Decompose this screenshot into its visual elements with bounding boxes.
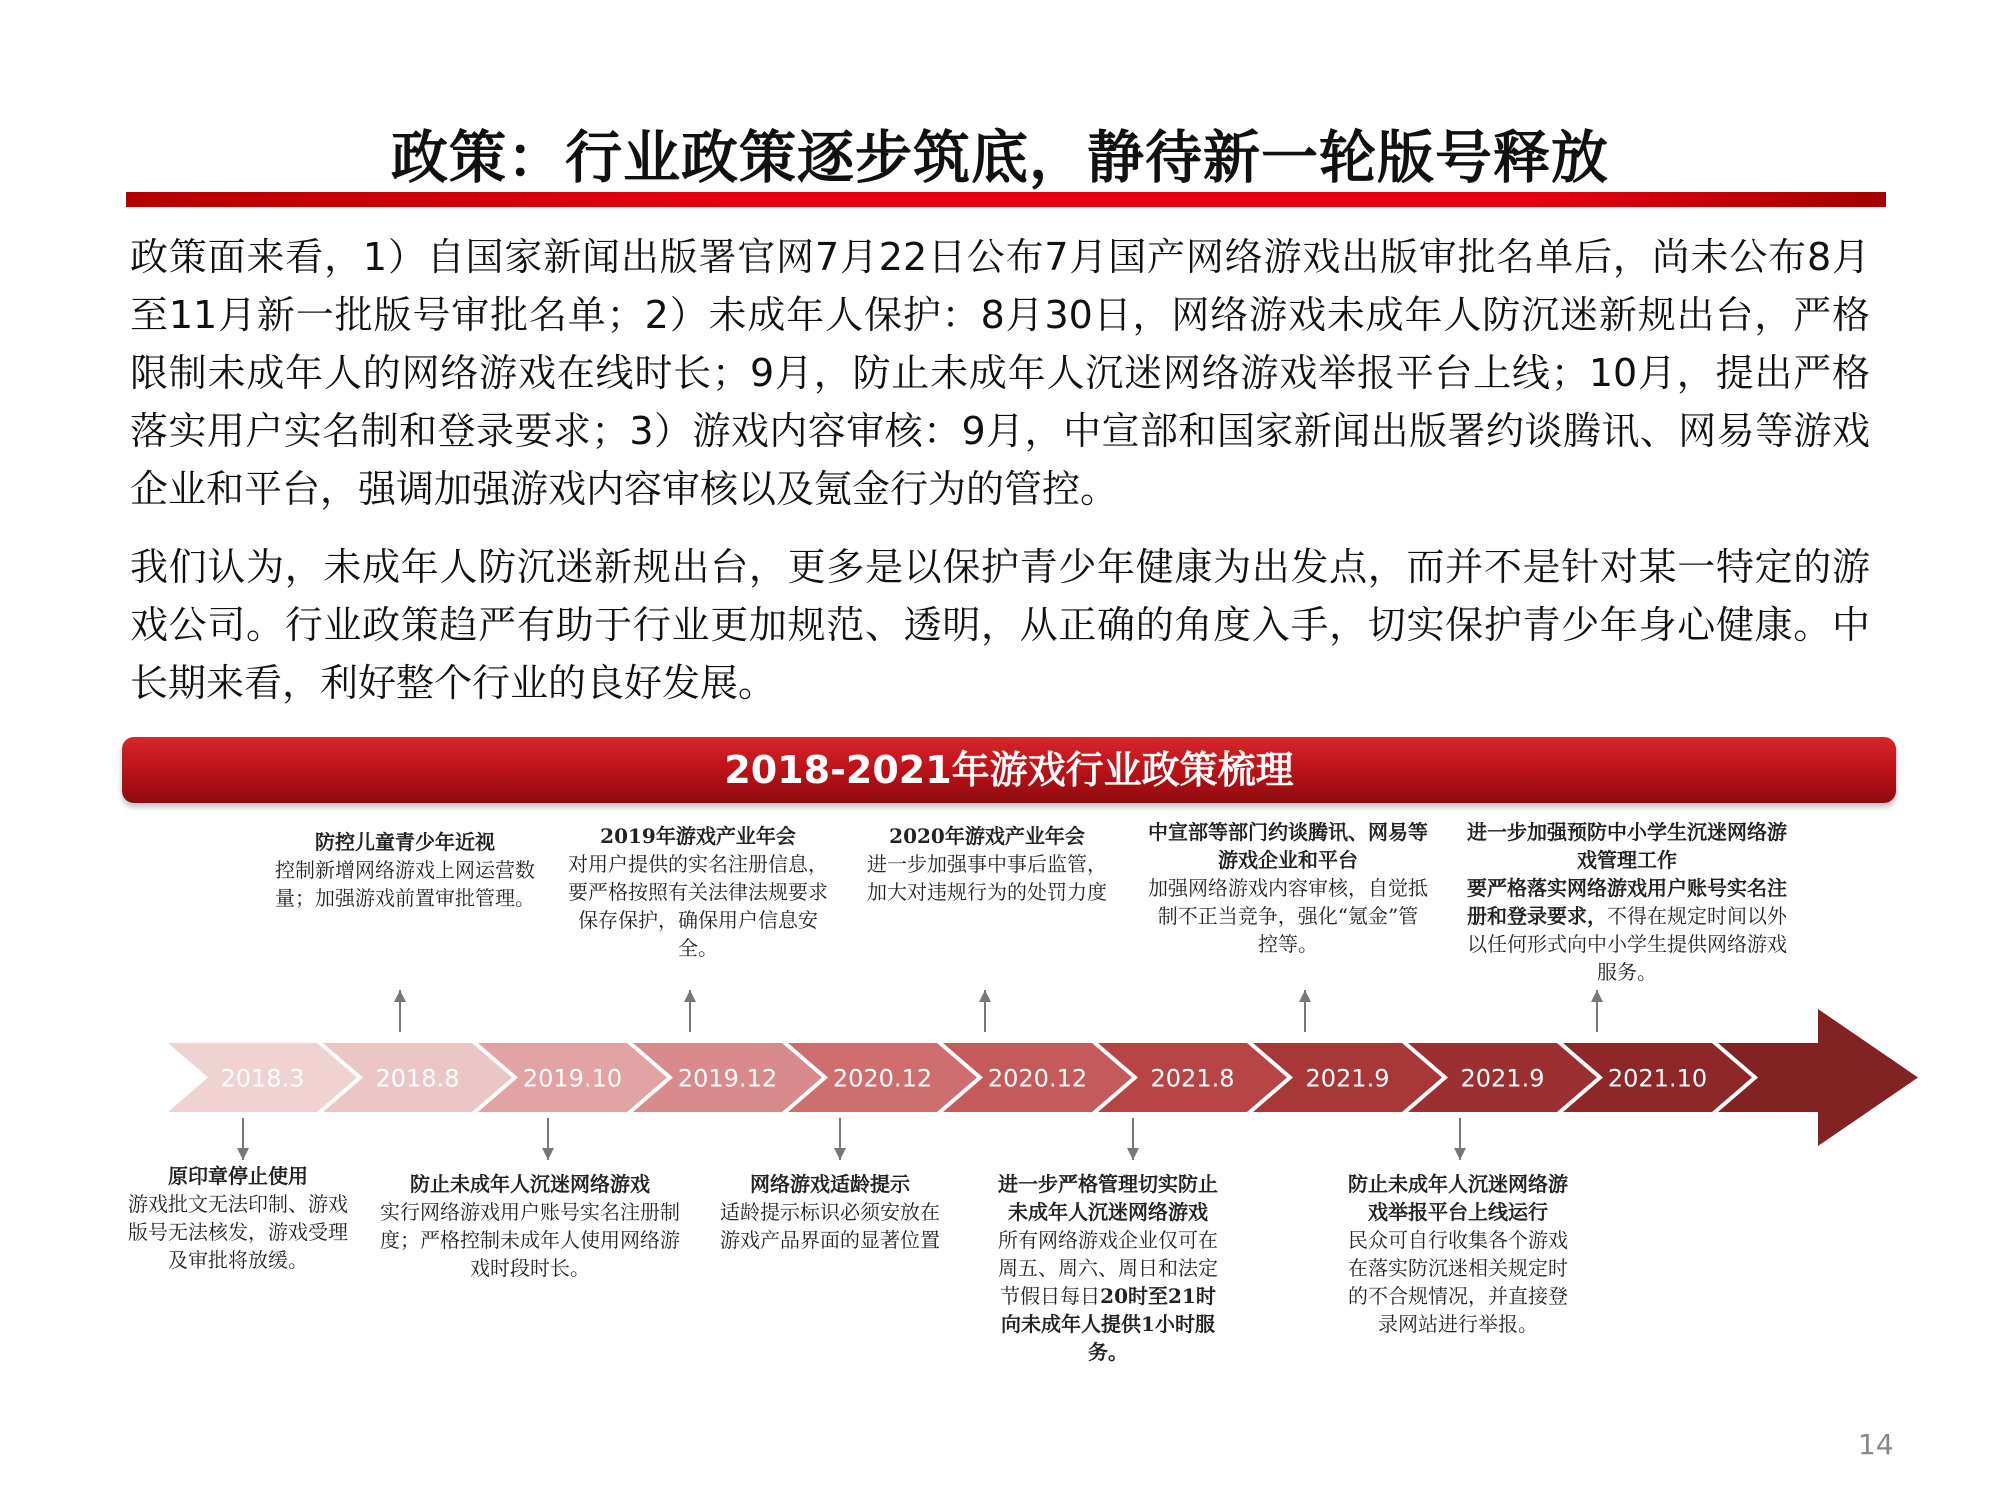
event-title: 进一步严格管理切实防止未成年人沉迷网络游戏 xyxy=(998,1172,1218,1224)
timeline-date-label: 2021.9 xyxy=(1460,1064,1545,1093)
connector-up-head xyxy=(684,990,696,1002)
event-below-2021-9 xyxy=(1348,1170,1568,1338)
connector-up-head xyxy=(1591,990,1603,1002)
event-body xyxy=(1462,874,1792,986)
event-above-2021-10 xyxy=(1462,818,1792,986)
timeline-date-label: 2019.12 xyxy=(677,1064,778,1093)
event-body: 对用户提供的实名注册信息，要严格按照有关法律法规要求保存保护，确保用户信息安全。 xyxy=(568,852,828,960)
event-body-rest: 所有网络游戏企业仅可在周五、周六、周日和法定节假日每日 xyxy=(998,1228,1218,1308)
event-title: 防控儿童青少年近视 xyxy=(315,830,495,854)
connector-down-head xyxy=(1127,1148,1139,1160)
event-body-emphasis: 20时至21时向未成年人提供1小时服务。 xyxy=(1001,1284,1216,1364)
connector-down-head xyxy=(1454,1148,1466,1160)
event-body: 实行网络游戏用户账号实名注册制度；严格控制未成年人使用网络游戏时段时长。 xyxy=(380,1200,680,1280)
event-title: 进一步加强预防中小学生沉迷网络游戏管理工作 xyxy=(1467,820,1787,872)
event-title: 防止未成年人沉迷网络游戏 xyxy=(410,1172,650,1196)
event-title: 2020年游戏产业年会 xyxy=(889,824,1085,848)
timeline-date-label: 2021.8 xyxy=(1150,1064,1235,1093)
timeline-date-label: 2021.9 xyxy=(1305,1064,1390,1093)
connector-up-head xyxy=(1299,990,1311,1002)
event-above-2020-12 xyxy=(862,822,1112,906)
event-below-2020-12 xyxy=(715,1170,945,1254)
timeline-date-label: 2021.10 xyxy=(1607,1064,1708,1093)
connector-up-head xyxy=(394,990,406,1002)
event-above-2019-12 xyxy=(568,822,828,962)
event-body-emphasis: 要严格落实网络游戏用户账号实名注册和登录要求， xyxy=(1467,876,1787,928)
page-title: 政策：行业政策逐步筑底，静待新一轮版号释放 xyxy=(391,125,1609,191)
connector-down-head xyxy=(237,1148,249,1160)
connector-down-head xyxy=(834,1148,846,1160)
event-body: 控制新增网络游戏上网运营数量；加强游戏前置审批管理。 xyxy=(275,858,535,910)
event-title: 防止未成年人沉迷网络游戏举报平台上线运行 xyxy=(1348,1172,1568,1224)
connector-down-head xyxy=(542,1148,554,1160)
event-body: 进一步加强事中事后监管，加大对违规行为的处罚力度 xyxy=(867,852,1107,904)
event-above-2021-9 xyxy=(1148,818,1428,958)
timeline-date-label: 2019.10 xyxy=(522,1064,623,1093)
event-below-2021-8 xyxy=(998,1170,1218,1366)
connector-up-head xyxy=(979,990,991,1002)
timeline-banner: 2018-2021年游戏行业政策梳理 xyxy=(122,737,1896,803)
event-title: 原印章停止使用 xyxy=(168,1164,308,1188)
event-title: 2019年游戏产业年会 xyxy=(600,824,796,848)
timeline-date-label: 2018.8 xyxy=(375,1064,460,1093)
event-body: 游戏批文无法印制、游戏版号无法核发，游戏受理及审批将放缓。 xyxy=(128,1192,348,1272)
opinion-paragraph: 我们认为，未成年人防沉迷新规出台，更多是以保护青少年健康为出发点，而并不是针对某一特定的游戏公司。行业政策趋严有助于行业更加规范、透明，从正确的角度入手，切实保护青少年身心健康。中长期来看，利好整个行业的良好发展。 xyxy=(130,545,1870,705)
timeline-date-label: 2018.3 xyxy=(220,1064,305,1093)
page-number: 14 xyxy=(1858,1428,1894,1461)
event-body: 加强网络游戏内容审核，自觉抵制不正当竞争，强化“氪金”管控等。 xyxy=(1148,876,1428,956)
policy-paragraph: 政策面来看，1）自国家新闻出版署官网7月22日公布7月国产网络游戏出版审批名单后，尚未公布8月至11月新一批版号审批名单；2）未成年人保护：8月30日，网络游戏未成年人防沉迷新规出台，严格限制未成年人的网络游戏在线时长；9月，防止未成年人沉迷网络游戏举报平台上线；10月，提出严格落实用户实名制和登录要求；3）游戏内容审核：9月，中宣部和国家新闻出版署约谈腾讯、网易等游戏企业和平台，强调加强游戏内容审核以及氪金行为的管控。 xyxy=(130,235,1870,511)
timeline-date-label: 2020.12 xyxy=(832,1064,933,1093)
event-below-2018-3 xyxy=(128,1162,348,1274)
event-title: 网络游戏适龄提示 xyxy=(750,1172,910,1196)
event-body: 适龄提示标识必须安放在游戏产品界面的显著位置 xyxy=(720,1200,940,1252)
event-below-2019-10 xyxy=(380,1170,680,1282)
event-above-2018-8 xyxy=(270,828,540,912)
event-title: 中宣部等部门约谈腾讯、网易等游戏企业和平台 xyxy=(1148,820,1428,872)
timeline-date-label: 2020.12 xyxy=(987,1064,1088,1093)
event-body xyxy=(998,1226,1218,1366)
event-body: 民众可自行收集各个游戏在落实防沉迷相关规定时的不合规情况，并直接登录网站进行举报。 xyxy=(1348,1228,1568,1336)
event-body-rest: 不得在规定时间以外以任何形式向中小学生提供网络游戏服务。 xyxy=(1467,904,1787,984)
